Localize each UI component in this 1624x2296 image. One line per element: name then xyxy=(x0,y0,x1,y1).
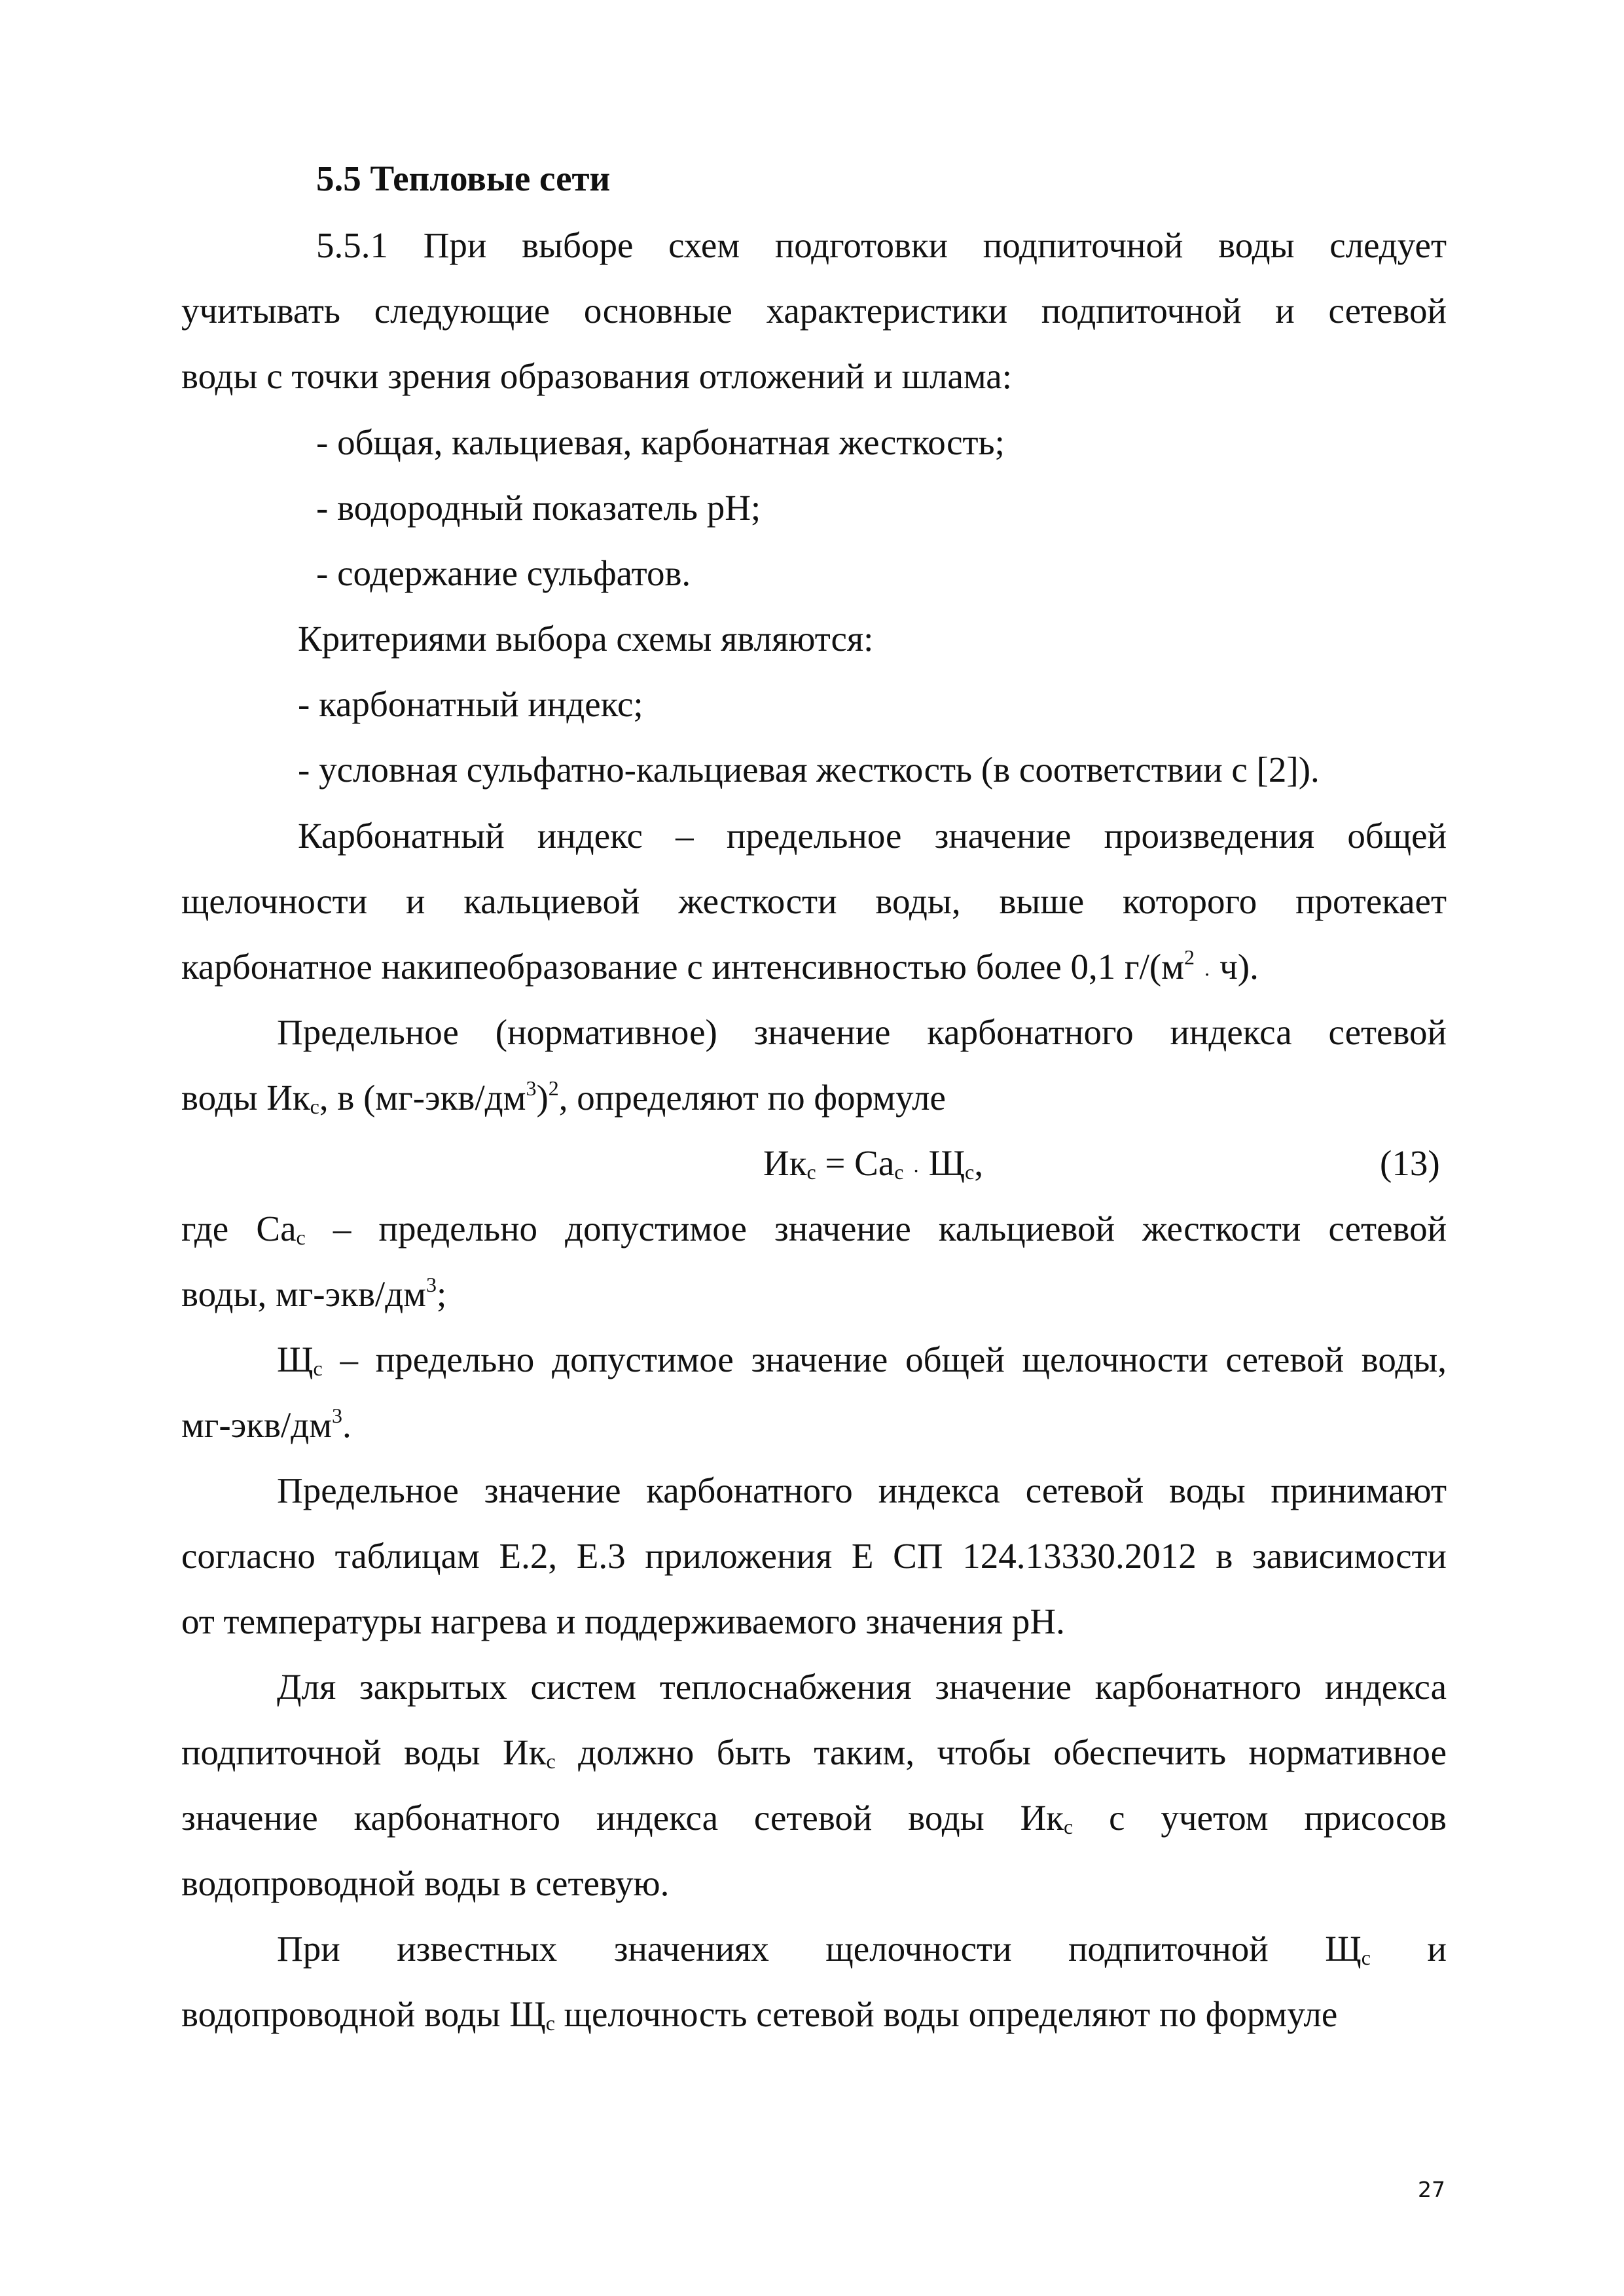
list-item-hardness: - общая, кальциевая, карбонатная жесткость; xyxy=(316,422,1005,462)
closed-systems-line-4: водопроводной воды в сетевую. xyxy=(181,1863,670,1903)
where-line-3: $Щ_с$ – предельно допустимое значение общей щелочности сетевой воды, xyxy=(277,1339,1447,1380)
alkalinity-line-1: При известных значениях щелочности подпиточной $Щ_с$ и xyxy=(277,1929,1447,1969)
where-line-1: где $Са_с$ – предельно допустимое значение кальциевой жесткости сетевой xyxy=(181,1209,1447,1249)
page-number: 27 xyxy=(1418,2177,1445,2202)
closed-systems-line-1: Для закрытых систем теплоснабжения значение карбонатного индекса xyxy=(277,1667,1447,1707)
formula-number: (13) xyxy=(1380,1143,1440,1183)
list-item-carbonate-index: - карбонатный индекс; xyxy=(298,684,643,724)
limit-value-line-2: согласно таблицам Е.2, Е.3 приложения Е СП 124.13330.2012 в зависимости xyxy=(181,1536,1447,1576)
list-item-sulfate-calcium-hardness: - условная сульфатно-кальциевая жесткость (в соответствии с [2]). xyxy=(298,750,1320,790)
where-line-2: воды, $мг-экв/дм^3$; xyxy=(181,1273,447,1314)
carbonate-index-definition-line-3: карбонатное накипеобразование с интенсивностью более 0,1 $г/(м^2 \cdot ч)$. xyxy=(181,945,1259,987)
limit-value-line-3: от температуры нагрева и поддерживаемого значения pH. xyxy=(181,1601,1065,1641)
alkalinity-line-2: водопроводной воды $Щ_с$ щелочность сетевой воды определяют по формуле xyxy=(181,1994,1338,2035)
closed-systems-line-2: подпиточной воды $Ик_с$ должно быть таким, чтобы обеспечить нормативное xyxy=(181,1732,1447,1773)
formula-13: $Ик_c = Са_c \cdot Щ_c$, xyxy=(763,1143,984,1184)
list-item-sulfates: - содержание сульфатов. xyxy=(316,553,691,593)
criteria-intro: Критериями выбора схемы являются: xyxy=(298,619,874,659)
list-item-ph: - водородный показатель pH; xyxy=(316,488,761,528)
where-line-4: $мг-экв/дм^3$. xyxy=(181,1404,352,1445)
paragraph-5-5-1-line-1: 5.5.1 При выборе схем подготовки подпиточной воды следует xyxy=(316,225,1447,265)
closed-systems-line-3: значение карбонатного индекса сетевой воды $Ик_с$ с учетом присосов xyxy=(181,1798,1447,1838)
carbonate-index-definition-line-1: Карбонатный индекс – предельное значение произведения общей xyxy=(298,816,1447,856)
paragraph-5-5-1-line-2: учитывать следующие основные характеристики подпиточной и сетевой xyxy=(181,291,1447,331)
carbonate-index-definition-line-2: щелочности и кальциевой жесткости воды, выше которого протекает xyxy=(181,881,1447,921)
paragraph-5-5-1-line-3: воды с точки зрения образования отложений и шлама: xyxy=(181,356,1013,396)
normative-value-line-2: воды $Ик_c$, в $(мг-экв/дм^3)^2$, определяют по формуле xyxy=(181,1076,946,1118)
limit-value-line-1: Предельное значение карбонатного индекса сетевой воды принимают xyxy=(277,1470,1447,1510)
normative-value-line-1: Предельное (нормативное) значение карбонатного индекса сетевой xyxy=(277,1012,1447,1052)
section-heading: 5.5 Тепловые сети xyxy=(316,158,611,198)
